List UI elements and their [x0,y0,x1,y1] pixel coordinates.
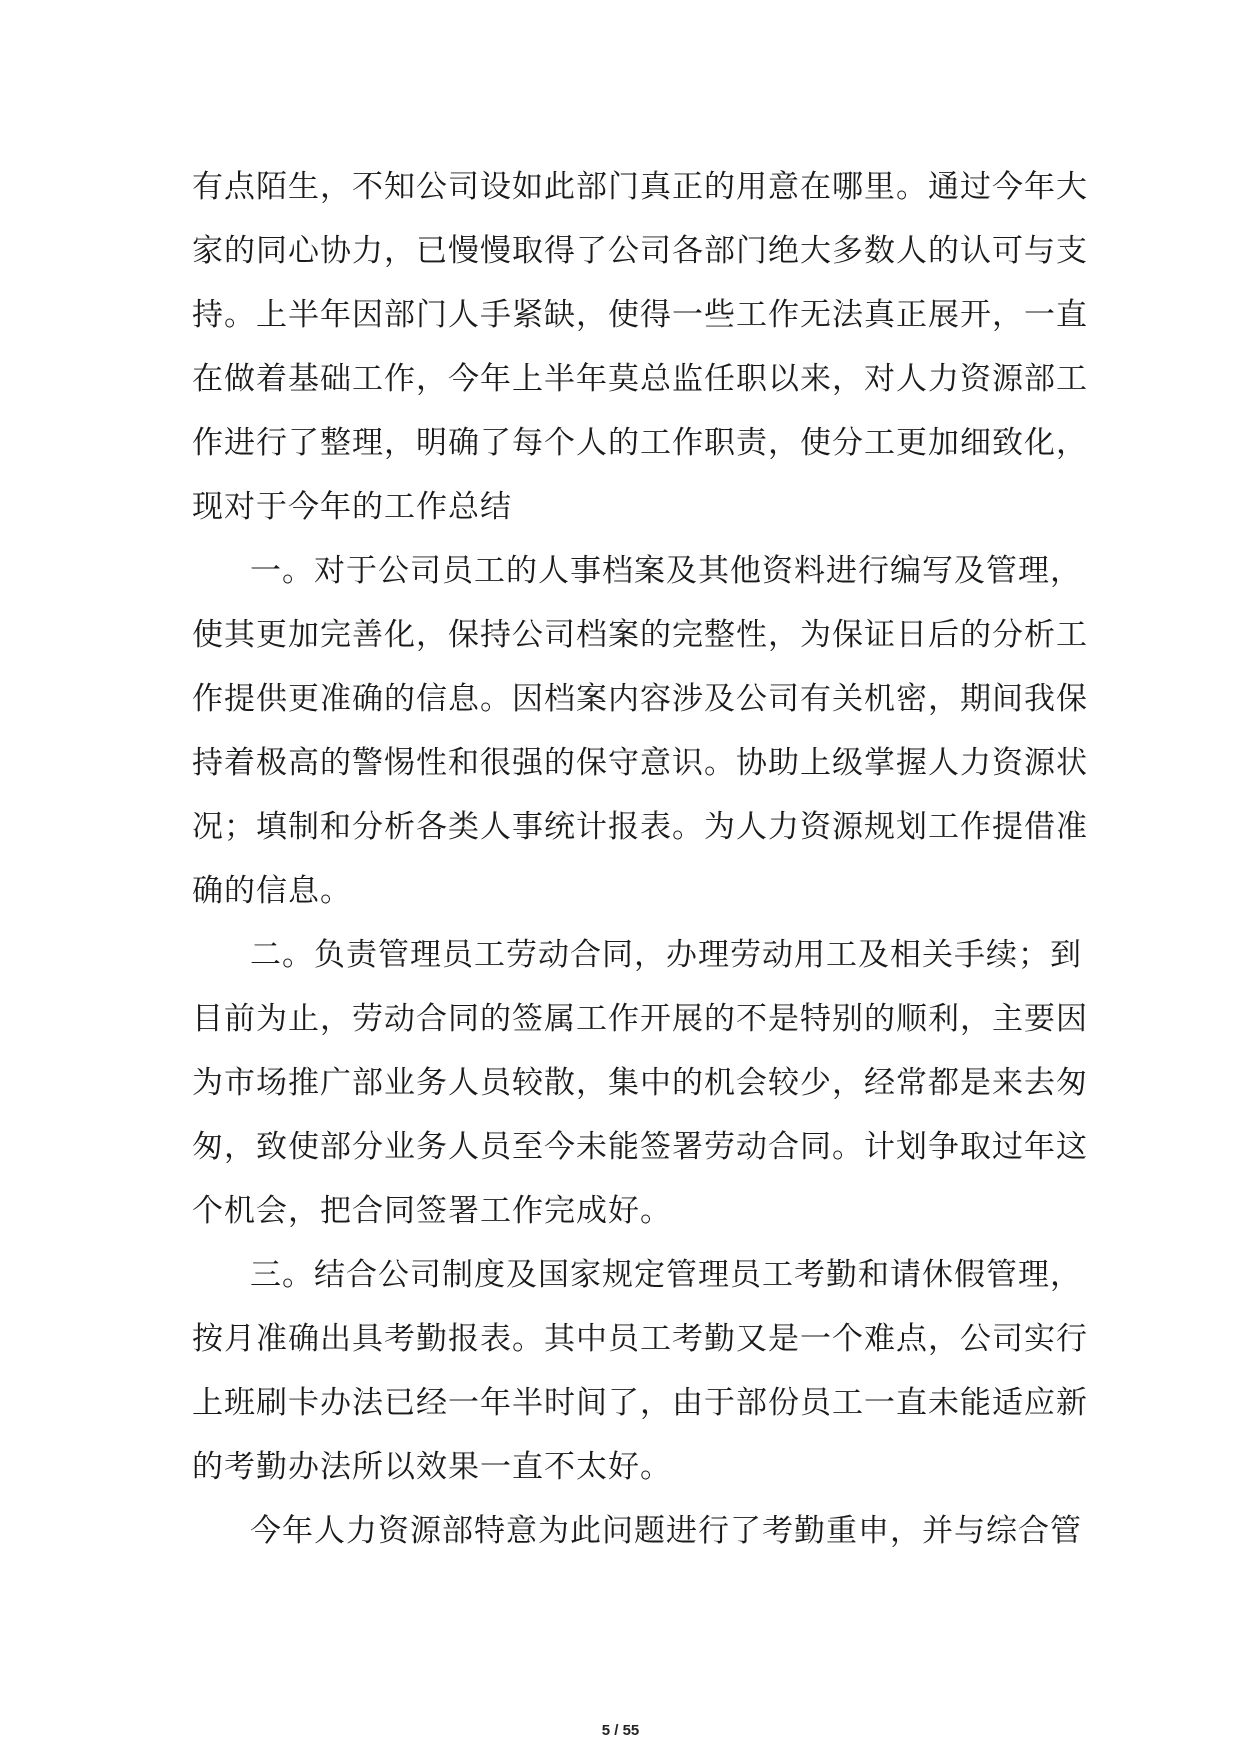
text-line: 的考勤办法所以效果一直不太好。 [192,1449,672,1485]
text-line: 作提供更准确的信息。因档案内容涉及公司有关机密，期间我保 [192,681,1088,717]
paragraph [192,539,1088,923]
text-line: 一。对于公司员工的人事档案及其他资料进行编写及管理， [250,553,1082,589]
text-line: 家的同心协力，已慢慢取得了公司各部门绝大多数人的认可与支 [192,233,1088,269]
paragraph [192,155,1088,539]
text-line: 有点陌生，不知公司设如此部门真正的用意在哪里。通过今年大 [192,169,1088,205]
text-line: 在做着基础工作，今年上半年莫总监任职以来，对人力资源部工 [192,361,1088,397]
text-line: 上班刷卡办法已经一年半时间了，由于部份员工一直未能适应新 [192,1385,1088,1421]
text-line: 目前为止，劳动合同的签属工作开展的不是特别的顺利，主要因 [192,1001,1088,1037]
text-line: 确的信息。 [192,873,352,909]
text-line: 使其更加完善化，保持公司档案的完整性，为保证日后的分析工 [192,617,1088,653]
text-line: 按月准确出具考勤报表。其中员工考勤又是一个难点，公司实行 [192,1321,1088,1357]
text-line: 个机会，把合同签署工作完成好。 [192,1193,672,1229]
text-line: 持。上半年因部门人手紧缺，使得一些工作无法真正展开，一直 [192,297,1088,333]
paragraph [192,1243,1088,1499]
page-number: 5 / 55 [601,1722,640,1739]
text-line: 持着极高的警惕性和很强的保守意识。协助上级掌握人力资源状 [192,745,1088,781]
text-line: 今年人力资源部特意为此问题进行了考勤重申，并与综合管 [250,1513,1082,1549]
text-line: 匆，致使部分业务人员至今未能签署劳动合同。计划争取过年这 [192,1129,1088,1165]
paragraph [192,1499,1082,1563]
text-line: 况；填制和分析各类人事统计报表。为人力资源规划工作提借准 [192,809,1088,845]
text-line: 二。负责管理员工劳动合同，办理劳动用工及相关手续；到 [250,937,1082,973]
text-line: 现对于今年的工作总结 [192,489,512,525]
paragraph [192,923,1088,1243]
text-line: 三。结合公司制度及国家规定管理员工考勤和请休假管理， [250,1257,1082,1293]
text-line: 作进行了整理，明确了每个人的工作职责，使分工更加细致化， [192,425,1088,461]
document-body [192,155,1088,1563]
text-line: 为市场推广部业务人员较散，集中的机会较少，经常都是来去匆 [192,1065,1088,1101]
